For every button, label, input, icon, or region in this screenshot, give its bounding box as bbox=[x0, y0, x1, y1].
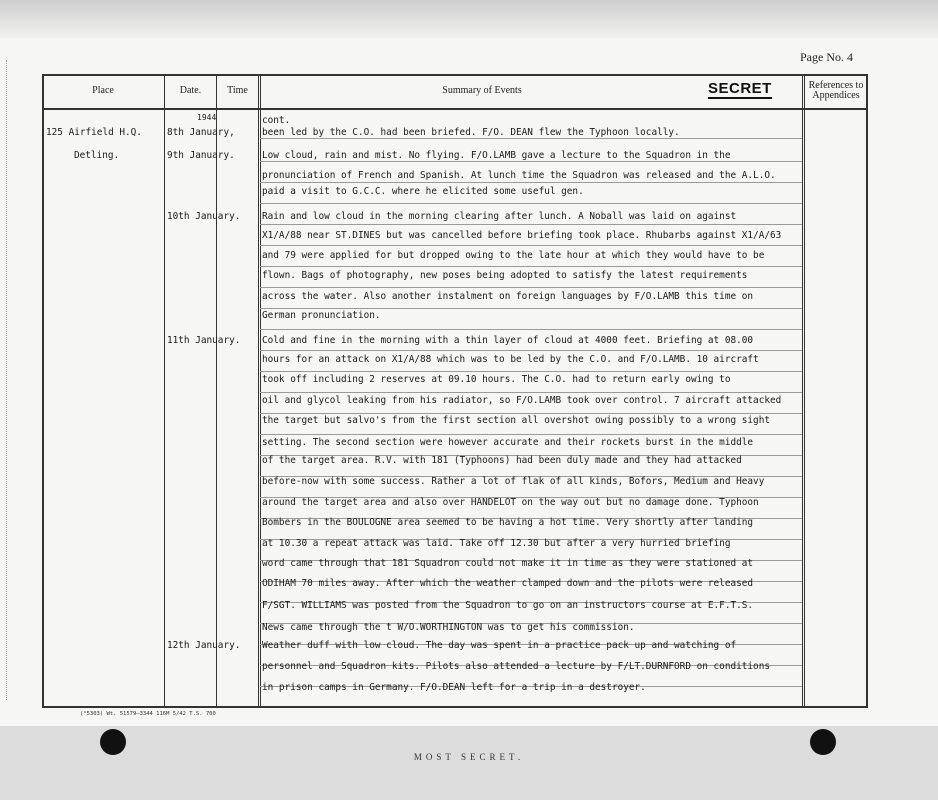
event-line: at 10.30 a repeat attack was laid. Take off 12.30 but after a very hurried briefing bbox=[262, 538, 731, 549]
ruled-line bbox=[260, 413, 802, 414]
event-line: setting. The second section were however accurate and their rockets burst in the middle bbox=[262, 437, 754, 448]
date-cell: 9th January. bbox=[167, 150, 235, 161]
ruled-line bbox=[260, 434, 802, 435]
place-cell: Detling. bbox=[74, 150, 120, 161]
event-line: oil and glycol leaking from his radiator, so F/O.LAMB took over control. 7 aircraft attacked bbox=[262, 395, 782, 406]
col-divider bbox=[216, 74, 217, 708]
date-cell: 11th January. bbox=[167, 335, 241, 346]
event-line: paid a visit to G.C.C. where he elicited some useful gen. bbox=[262, 186, 584, 197]
col-divider bbox=[258, 74, 261, 708]
event-line: Weather duff with low cloud. The day was spent in a practice pack up and watching of bbox=[262, 640, 737, 651]
form-code: (°5303) Wt. 51579—3344 116M 5/42 T.S. 700 bbox=[80, 711, 216, 717]
most-secret-stamp: MOST SECRET. bbox=[413, 752, 525, 762]
event-line: and 79 were applied for but dropped owing to the late hour at which they would have to be bbox=[262, 250, 765, 261]
col-divider bbox=[164, 74, 165, 708]
header-references: References to Appendices bbox=[808, 80, 864, 101]
event-line: Low cloud, rain and mist. No flying. F/O.LAMB gave a lecture to the Squadron in the bbox=[262, 150, 731, 161]
ruled-line bbox=[260, 138, 802, 139]
secret-stamp: SECRET bbox=[708, 80, 772, 97]
header-place: Place bbox=[92, 85, 114, 96]
event-line: the target but salvo's from the first section all overshot owing possibly to a wrong sight bbox=[262, 415, 770, 426]
event-line: been led by the C.O. had been briefed. F/O. DEAN flew the Typhoon locally. bbox=[262, 127, 680, 138]
ruled-line bbox=[260, 371, 802, 372]
event-line: in prison camps in Germany. F/O.DEAN left for a trip in a destroyer. bbox=[262, 682, 646, 693]
event-line: F/SGT. WILLIAMS was posted from the Squadron to go on an instructors course at E.F.T.S. bbox=[262, 600, 754, 611]
ruled-line bbox=[260, 392, 802, 393]
event-line: took off including 2 reserves at 09.10 hours. The C.O. had to return early owing to bbox=[262, 374, 731, 385]
ruled-line bbox=[260, 245, 802, 246]
event-line: News came through the t W/O.WORTHINGTON was to get his commission. bbox=[262, 622, 635, 633]
date-cell: 12th January. bbox=[167, 640, 241, 651]
place-cell: 125 Airfield H.Q. bbox=[46, 127, 142, 138]
col-divider bbox=[802, 74, 805, 708]
scan-top-edge bbox=[0, 0, 938, 38]
event-line: personnel and Squadron kits. Pilots also attended a lecture by F/LT.DURNFORD on conditions bbox=[262, 661, 770, 672]
ruled-line bbox=[260, 308, 802, 309]
header-rule bbox=[42, 108, 868, 110]
margin-strip bbox=[6, 60, 15, 700]
event-line: before-now with some success. Rather a lot of flak of all kinds, Bofors, Medium and Heavy bbox=[262, 476, 765, 487]
event-line: around the target area and also over HANDELOT on the way out but no damage done. Typhoon bbox=[262, 497, 759, 508]
ruled-line bbox=[260, 287, 802, 288]
header-time: Time bbox=[227, 85, 248, 96]
header-date: Date. bbox=[179, 85, 202, 96]
event-line: across the water. Also another instalment on foreign languages by F/O.LAMB this time on bbox=[262, 291, 754, 302]
ruled-line bbox=[260, 224, 802, 225]
ruled-line bbox=[260, 266, 802, 267]
event-line: pronunciation of French and Spanish. At lunch time the Squadron was released and the A.L.O. bbox=[262, 170, 776, 181]
event-line: Bombers in the BOULOGNE area seemed to be having a hot time. Very shortly after landing bbox=[262, 517, 754, 528]
ruled-line bbox=[260, 182, 802, 183]
event-line: Cold and fine in the morning with a thin layer of cloud at 4000 feet. Briefing at 08.00 bbox=[262, 335, 754, 346]
scan-bottom-band bbox=[0, 726, 938, 800]
event-line: hours for an attack on X1/A/88 which was to be led by the C.O. and F/O.LAMB. 10 aircraft bbox=[262, 354, 759, 365]
event-line: ODIHAM 70 miles away. After which the weather clamped down and the pilots were released bbox=[262, 578, 754, 589]
event-line: word came through that 181 Squadron could not make it in time as they were stationed at bbox=[262, 558, 754, 569]
date-cell: 10th January. bbox=[167, 211, 241, 222]
header-summary: Summary of Events bbox=[442, 85, 522, 96]
event-line: Rain and low cloud in the morning clearing after lunch. A Noball was laid on against bbox=[262, 211, 737, 222]
event-line: German pronunciation. bbox=[262, 310, 381, 321]
ruled-line bbox=[260, 161, 802, 162]
event-line: flown. Bags of photography, new poses being adopted to satisfy the latest requirements bbox=[262, 270, 748, 281]
date-cell: 8th January, bbox=[167, 127, 235, 138]
event-line: of the target area. R.V. with 181 (Typhoons) had been duly made and they had attacked bbox=[262, 455, 742, 466]
ruled-line bbox=[260, 350, 802, 351]
ruled-line bbox=[260, 329, 802, 330]
ruled-line bbox=[260, 203, 802, 204]
page-number: Page No. 4 bbox=[800, 50, 853, 64]
event-line: cont. bbox=[262, 115, 291, 126]
event-line: X1/A/88 near ST.DINES but was cancelled before briefing took place. Rhubarbs against X1/A/63 bbox=[262, 230, 782, 241]
year-label: 1944 bbox=[197, 113, 217, 122]
